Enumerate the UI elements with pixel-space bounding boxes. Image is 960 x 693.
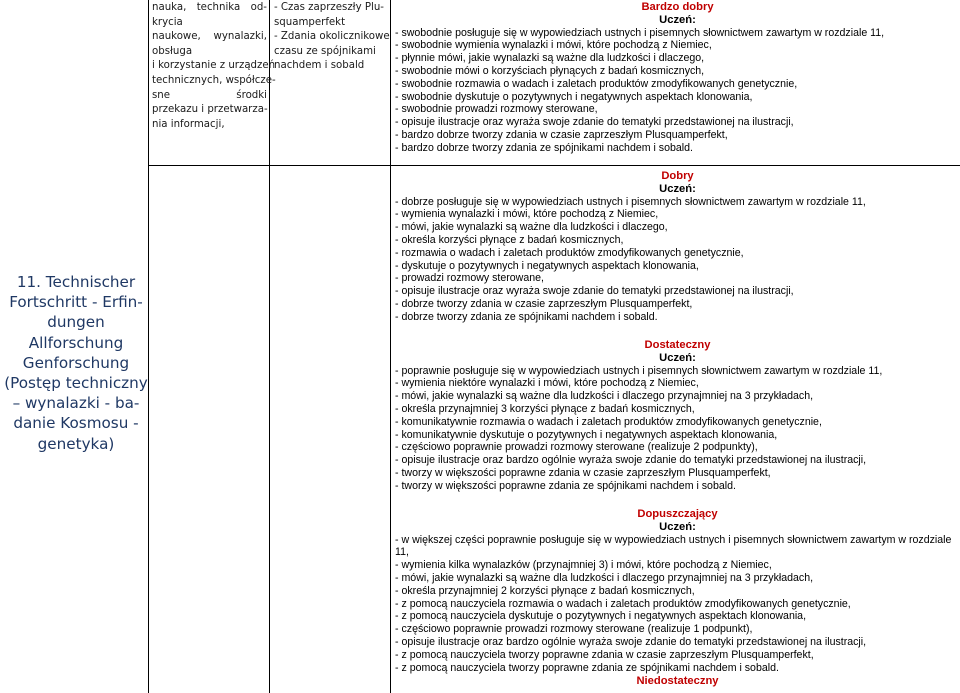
criterion: - opisuje ilustracje oraz bardzo ogólnie wyraża swoje zdanie do tematyki przedstawionej na ilustracji, — [395, 454, 867, 467]
topic-line: danie Kosmosu - — [13, 414, 139, 433]
grade-block-good — [395, 169, 960, 324]
criterion: - z pomocą nauczyciela tworzy poprawne zdania ze spójnikami nachdem i sobald. — [395, 661, 779, 674]
vocabulary-line — [152, 103, 267, 118]
vocab-word: sne — [152, 89, 171, 101]
grammar-column — [274, 1, 390, 74]
vocab-word: środki — [236, 89, 267, 101]
student-label: Uczeń: — [659, 182, 696, 195]
vocabulary-line — [152, 74, 276, 89]
grammar-line: - Czas zaprzeszły Plu- — [274, 2, 384, 13]
vocab-word: technicznych, współcze- — [152, 74, 276, 86]
criterion: - określa korzyści płynące z badań kosmicznych, — [395, 233, 624, 246]
vocab-word: technika — [196, 2, 241, 13]
criterion: - komunikatywnie dyskutuje o pozytywnych i negatywnych aspektach klonowania, — [395, 428, 778, 441]
vocabulary-line — [152, 59, 276, 74]
row-divider — [148, 165, 960, 166]
criterion: - mówi, jakie wynalazki są ważne dla ludzkości i dlaczego przynajmniej na 3 przykładach, — [395, 571, 814, 584]
criterion: - swobodnie posługuje się w wypowiedziach ustnych i pisemnych słownictwem zawartym w rozdziale 11, — [395, 26, 885, 39]
student-label: Uczeń: — [659, 351, 696, 364]
grade-title: Niedostateczny — [636, 675, 719, 688]
grade-title: Dobry — [661, 170, 694, 182]
vocab-word: od- — [250, 2, 267, 13]
column-divider — [148, 0, 149, 693]
criterion: - częściowo poprawnie prowadzi rozmowy sterowane (realizuje 2 podpunkty), — [395, 441, 758, 454]
criterion: - mówi, jakie wynalazki są ważne dla ludzkości i dlaczego przynajmniej na 3 przykładach, — [395, 390, 814, 403]
topic-title — [4, 272, 148, 454]
criterion: - z pomocą nauczyciela rozmawia o wadach i zaletach produktów zmodyfikowanych genetycznie, — [395, 597, 851, 610]
criterion: - wymienia kilka wynalazków (przynajmniej 3) i mówi, które pochodzą z Niemiec, — [395, 559, 772, 572]
criterion: - częściowo poprawnie prowadzi rozmowy sterowane (realizuje 1 podpunkt), — [395, 623, 753, 636]
grammar-line: czasu ze spójnikami — [274, 45, 376, 57]
vocab-word: obsługa — [152, 45, 193, 57]
topic-line: – wynalazki - ba- — [12, 394, 140, 413]
grade-title: Bardzo dobry — [641, 1, 714, 13]
criterion: - prowadzi rozmowy sterowane, — [395, 272, 544, 285]
grade-title: Dostateczny — [644, 339, 711, 351]
topic-line: Genforschung — [22, 353, 130, 372]
topic-line: dungen — [47, 313, 105, 332]
vocabulary-line — [152, 30, 267, 45]
topic-line: Allforschung — [28, 333, 124, 352]
criterion: - swobodnie dyskutuje o pozytywnych i negatywnych aspektach klonowania, — [395, 90, 753, 103]
vocabulary-line — [152, 89, 267, 104]
criterion: - dobrze posługuje się w wypowiedziach ustnych i pisemnych słownictwem zawartym w rozdziale 11, — [395, 195, 866, 208]
criterion: - opisuje ilustracje oraz wyraża swoje zdanie do tematyki przedstawionej na ilustracji, — [395, 116, 794, 129]
vocab-word: nauka, — [152, 2, 187, 13]
criterion: - wymienia wynalazki i mówi, które pochodzą z Niemiec, — [395, 208, 659, 221]
vocabulary-line — [152, 118, 267, 133]
vocab-word: wynalazki, — [213, 31, 267, 43]
criterion: - poprawnie posługuje się w wypowiedziach ustnych i pisemnych słownictwem zawartym w rozdziale 11, — [395, 364, 883, 377]
criterion: - mówi, jakie wynalazki są ważne dla ludzkości i dlaczego, — [395, 221, 668, 234]
vocabulary-line — [152, 45, 267, 60]
vocabulary-line — [152, 16, 267, 31]
criterion: - z pomocą nauczyciela dyskutuje o pozytywnych i negatywnych aspektach klonowania, — [395, 610, 807, 623]
vocabulary-column — [152, 1, 276, 132]
criterion: - swobodnie mówi o korzyściach płynących z badań kosmicznych, — [395, 64, 705, 77]
grade-block-very-good — [395, 0, 960, 155]
topic-column — [0, 0, 148, 693]
criterion: - określa przynajmniej 3 korzyści płynące z badań kosmicznych, — [395, 402, 695, 415]
student-label: Uczeń: — [659, 13, 696, 26]
grammar-line: squamperfekt — [274, 16, 346, 28]
criterion: - wymienia niektóre wynalazki i mówi, które pochodzą z Niemiec, — [395, 377, 699, 390]
criterion: - dobrze tworzy zdania ze spójnikami nachdem i sobald. — [395, 310, 658, 323]
criterion: - swobodnie prowadzi rozmowy sterowane, — [395, 103, 598, 116]
vocabulary-line — [152, 1, 267, 16]
criterion: - swobodnie wymienia wynalazki i mówi, które pochodzą z Niemiec, — [395, 39, 712, 52]
criterion: - dyskutuje o pozytywnych i negatywnych aspektach klonowania, — [395, 259, 699, 272]
grammar-line: - Zdania okolicznikowe — [274, 31, 390, 43]
column-divider — [269, 0, 270, 693]
criterion: - tworzy w większości poprawne zdania ze spójnikami nachdem i sobald. — [395, 479, 736, 492]
criterion: - swobodnie rozmawia o wadach i zaletach produktów zmodyfikowanych genetycznie, — [395, 77, 798, 90]
vocab-word: naukowe, — [152, 31, 201, 43]
criterion: - komunikatywnie rozmawia o wadach i zaletach produktów zmodyfikowanych genetycznie, — [395, 415, 822, 428]
criterion: - opisuje ilustracje oraz bardzo ogólnie wyraża swoje zdanie do tematyki przedstawionej na ilustracji, — [395, 635, 867, 648]
grade-title: Dopuszczający — [637, 508, 718, 520]
criterion: - bardzo dobrze tworzy zdania ze spójnikami nachdem i sobald. — [395, 141, 693, 154]
criterion: - bardzo dobrze tworzy zdania w czasie zaprzeszłym Plusquamperfekt, — [395, 128, 728, 141]
criterion: - opisuje ilustracje oraz wyraża swoje zdanie do tematyki przedstawionej na ilustracji, — [395, 285, 794, 298]
criterion: - w większej części poprawnie posługuje się w wypowiedziach ustnych i pisemnych słownictwem zawartym w rozdziale 11, — [395, 533, 952, 559]
criterion: - tworzy w większości poprawne zdania w czasie zaprzeszłym Plusquamperfekt, — [395, 466, 771, 479]
criterion: - określa przynajmniej 2 korzyści płynące z badań kosmicznych, — [395, 584, 695, 597]
grammar-line: nachdem i sobald — [274, 60, 365, 72]
vocab-word: krycia — [152, 16, 183, 28]
criterion: - rozmawia o wadach i zaletach produktów zmodyfikowanych genetycznie, — [395, 246, 744, 259]
topic-line: Fortschritt - Erfin- — [9, 293, 143, 312]
vocab-word: i korzystanie z urządzeń — [152, 60, 276, 72]
criterion: - dobrze tworzy zdania w czasie zaprzeszłym Plusquamperfekt, — [395, 297, 693, 310]
topic-line: genetyka) — [37, 434, 115, 453]
vocab-word: nia informacji, — [152, 118, 225, 130]
column-divider — [390, 0, 391, 693]
topic-line: (Postęp techniczny — [4, 374, 148, 393]
student-label: Uczeń: — [659, 520, 696, 533]
criterion: - płynnie mówi, jakie wynalazki są ważne dla ludzkości i dlaczego, — [395, 52, 705, 65]
vocab-word: przekazu i przetwarza- — [152, 104, 268, 116]
criterion: - z pomocą nauczyciela tworzy poprawne zdania w czasie zaprzeszłym Plusquamperfekt, — [395, 648, 814, 661]
grade-block-sufficient — [395, 507, 960, 688]
topic-line: 11. Technischer — [16, 273, 136, 291]
grade-block-satisfactory — [395, 338, 960, 493]
